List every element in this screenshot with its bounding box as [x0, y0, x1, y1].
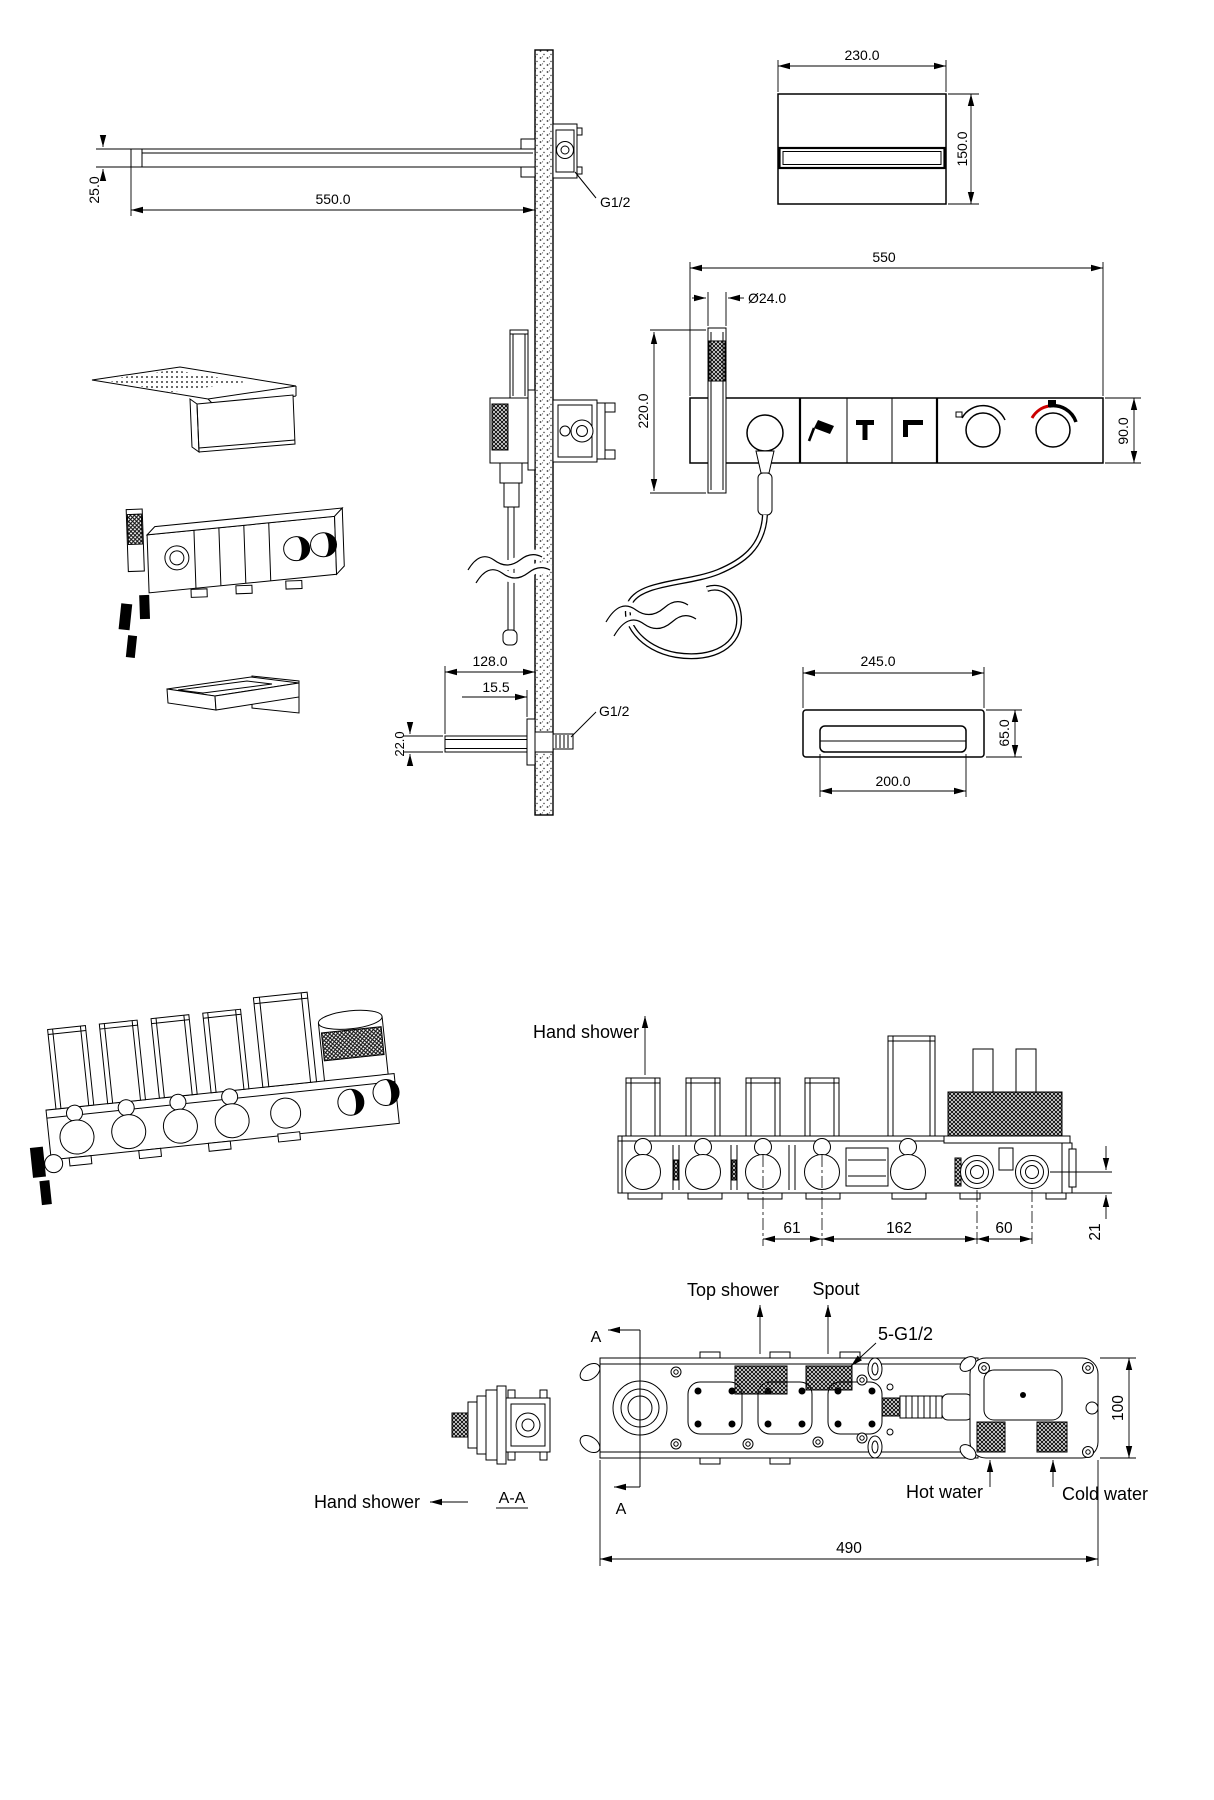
label-handshower-section: Hand shower	[313, 1492, 420, 1512]
dim-spoutside-height: 22.0	[392, 731, 407, 757]
thermostat-knob-block	[948, 1092, 1062, 1136]
dim-spoutfront-height: 65.0	[996, 719, 1012, 747]
label-cold-water: Cold water	[1062, 1484, 1149, 1504]
control-panel-perspective	[114, 502, 347, 658]
label-top-shower: Top shower	[686, 1280, 780, 1300]
hand-shower-direction	[533, 1016, 645, 1075]
dim-valve-162: 162	[886, 1220, 912, 1237]
dim-spoutside-offset: 15.5	[482, 679, 510, 695]
shower-head-top-view	[778, 47, 979, 204]
valve-section-view-aa	[314, 1386, 550, 1512]
label-spoutside-thread: G1/2	[599, 703, 630, 719]
valve-assembly-perspective	[17, 984, 407, 1206]
dim-handshower-diameter: Ø24.0	[748, 290, 787, 306]
label-spout: Spout	[812, 1279, 860, 1299]
dim-plan-width: 490	[836, 1540, 862, 1557]
dim-panel-width: 550	[872, 249, 896, 265]
dim-handshower-length: 220.0	[635, 393, 651, 429]
label-hot-water: Hot water	[905, 1482, 983, 1502]
dim-head-depth: 150.0	[954, 131, 970, 167]
section-marker-a-top: A	[590, 1329, 602, 1346]
hand-shower-wand	[708, 328, 726, 493]
dim-spoutside-length: 128.0	[472, 653, 508, 669]
valve-cartridges	[626, 1036, 935, 1136]
dim-spoutfront-width: 245.0	[860, 653, 896, 669]
dim-panel-height: 90.0	[1115, 417, 1131, 445]
dim-valve-60: 60	[995, 1220, 1013, 1237]
section-title-aa: A-A	[498, 1490, 526, 1507]
dim-valve-21: 21	[1087, 1223, 1104, 1241]
top-shower-port	[735, 1366, 787, 1394]
spout-side-view	[392, 653, 630, 766]
section-marker-a-bottom: A	[615, 1501, 627, 1518]
spout-port	[806, 1366, 852, 1390]
shower-head-perspective	[92, 367, 296, 452]
spout-front-view	[803, 653, 1022, 797]
valve-assembly-front-view	[618, 1036, 1112, 1246]
spout-perspective	[167, 676, 299, 713]
dim-arm-height: 25.0	[86, 176, 102, 204]
hand-shower-holder	[747, 415, 783, 451]
dim-head-width: 230.0	[844, 47, 880, 63]
cold-water-port	[1037, 1422, 1067, 1452]
label-handshower-top: Hand shower	[533, 1022, 640, 1042]
dim-arm-length: 550.0	[315, 191, 351, 207]
wall-section	[535, 50, 553, 815]
valve-plan-view	[577, 1279, 1148, 1566]
hot-water-port	[977, 1422, 1005, 1452]
label-arm-thread: G1/2	[600, 194, 631, 210]
control-panel-front-view	[606, 249, 1141, 656]
dim-plan-depth: 100	[1110, 1395, 1127, 1421]
inlet-module	[957, 1354, 1098, 1463]
dim-spoutfront-opening: 200.0	[875, 773, 911, 789]
arm-wall-bracket	[553, 124, 596, 198]
label-thread-5g12: 5-G1/2	[878, 1324, 934, 1344]
dim-valve-61: 61	[783, 1220, 801, 1237]
concealed-valve-side	[553, 400, 615, 462]
